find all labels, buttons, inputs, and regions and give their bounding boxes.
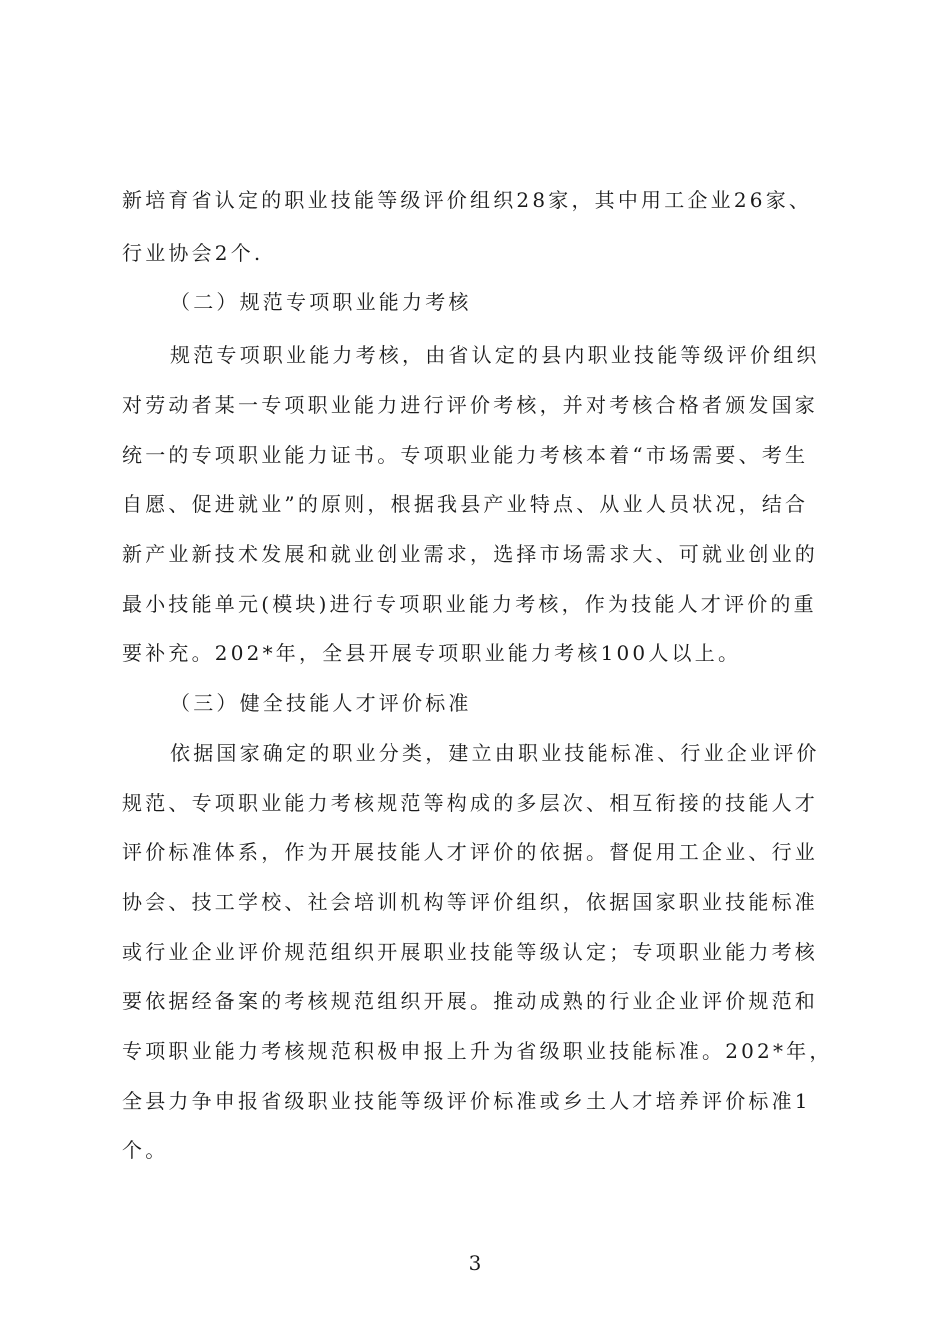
paragraph-line: 最小技能单元(模块)进行专项职业能力考核，作为技能人才评价的重 <box>122 592 817 616</box>
paragraph-line: 规范、专项职业能力考核规范等构成的多层次、相互衔接的技能人才 <box>122 791 818 815</box>
paragraph-line: 规范专项职业能力考核，由省认定的县内职业技能等级评价组织 <box>170 343 820 367</box>
paragraph-line: 依据国家确定的职业分类，建立由职业技能标准、行业企业评价 <box>170 741 820 765</box>
paragraph-line: 对劳动者某一专项职业能力进行评价考核，并对考核合格者颁发国家 <box>122 393 818 417</box>
paragraph-line: 协会、技工学校、社会培训机构等评价组织，依据国家职业技能标准 <box>122 890 818 914</box>
paragraph-line: 全县力争申报省级职业技能等级评价标准或乡土人才培养评价标准1 <box>122 1089 811 1113</box>
paragraph-line: 专项职业能力考核规范积极申报上升为省级职业技能标准。202*年， <box>122 1039 833 1063</box>
paragraph-line: 新产业新技术发展和就业创业需求，选择市场需求大、可就业创业的 <box>122 542 818 566</box>
paragraph-line: 或行业企业评价规范组织开展职业技能等级认定；专项职业能力考核 <box>122 940 818 964</box>
paragraph-line: 新培育省认定的职业技能等级评价组织28家，其中用工企业26家、 <box>122 188 813 212</box>
paragraph-line: 评价标准体系，作为开展技能人才评价的依据。督促用工企业、行业 <box>122 840 818 864</box>
page-number: 3 <box>468 1251 482 1275</box>
section-heading: （三）健全技能人才评价标准 <box>170 691 472 715</box>
paragraph-line: 自愿、促进就业”的原则，根据我县产业特点、从业人员状况，结合 <box>122 492 809 516</box>
paragraph-line: 要补充。202*年，全县开展专项职业能力考核100人以上。 <box>122 641 742 665</box>
paragraph-line: 要依据经备案的考核规范组织开展。推动成熟的行业企业评价规范和 <box>122 989 818 1013</box>
paragraph-line: 个。 <box>122 1138 169 1162</box>
section-heading: （二）规范专项职业能力考核 <box>170 290 472 314</box>
paragraph-line: 统一的专项职业能力证书。专项职业能力考核本着“市场需要、考生 <box>122 443 809 467</box>
paragraph-line: 行业协会2个. <box>122 241 264 265</box>
